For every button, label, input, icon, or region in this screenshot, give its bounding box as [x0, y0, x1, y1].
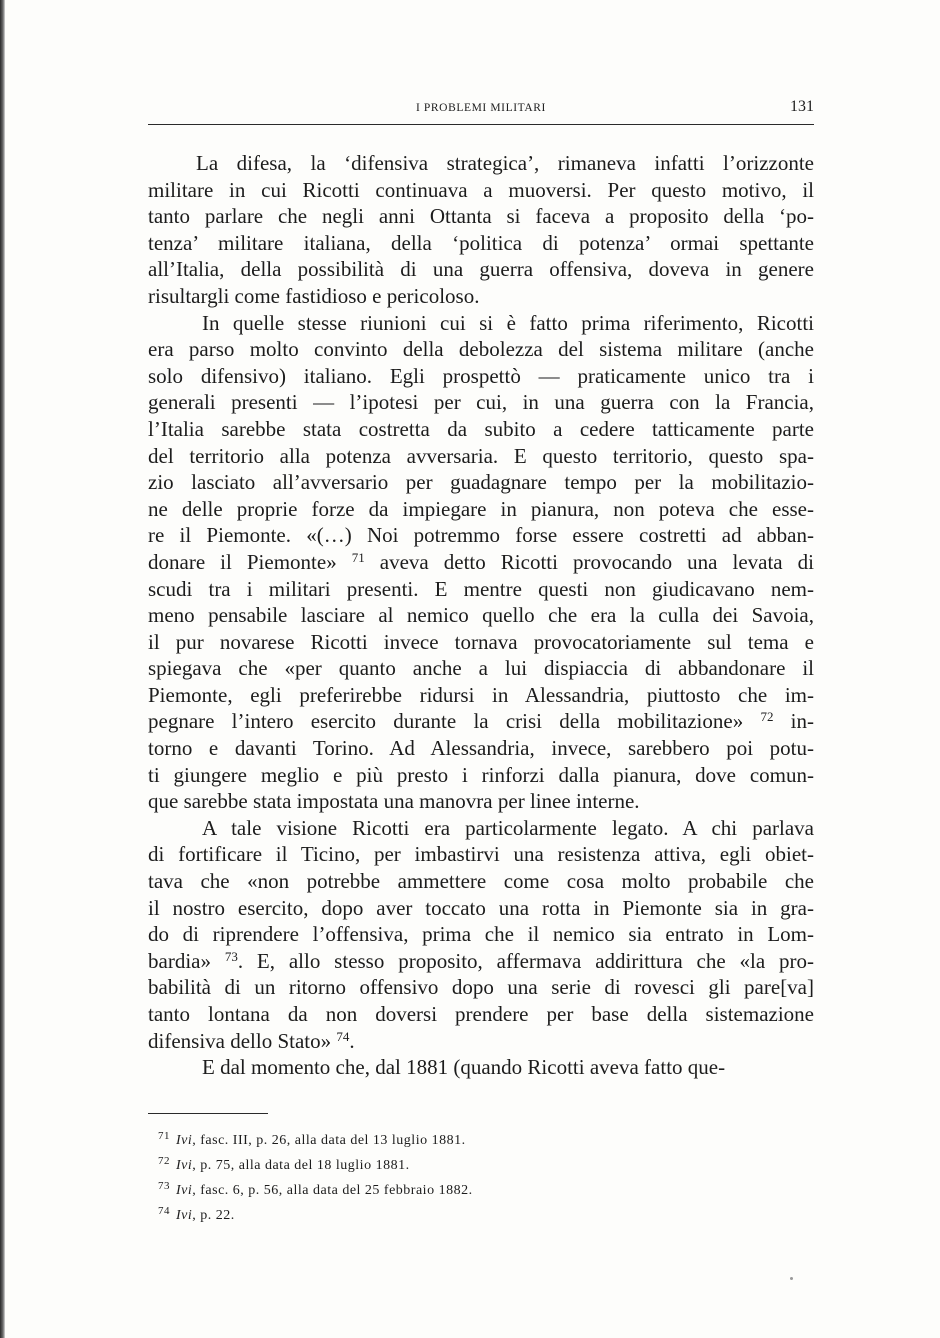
- text-line: militare in cui Ricotti continuava a muoversi. Per questo motivo, il: [148, 177, 814, 202]
- text-line: scudi tra i militari presenti. E mentre questi non giudicavano nem-: [148, 576, 814, 601]
- running-head: [148, 98, 814, 125]
- text-line: re il Piemonte. «(…) Noi potremmo forse essere costretti ad abban-: [148, 523, 814, 548]
- text-line: babilità di un ritorno offensivo dopo una serie di rovesci gli pare[va]: [148, 975, 814, 1000]
- footnote-73: [158, 1178, 798, 1203]
- text-line-note-74: difensiva dello Stato» $^{74}$.: [148, 1028, 355, 1053]
- paper-speck: [790, 1277, 793, 1280]
- text-line: La difesa, la ‘difensiva strategica’, rimaneva infatti l’orizzonte: [196, 151, 814, 175]
- page-number: 131: [790, 98, 814, 115]
- note-ref-74: 74: [336, 1028, 350, 1044]
- note-ref-73: 73: [224, 948, 238, 964]
- text-line: meno pensabile lasciare al nemico quello che era la culla dei Savoia,: [148, 603, 814, 628]
- text-line: spiegava che «per quanto anche a lui dispiaccia di abbandonare il: [148, 656, 814, 681]
- footnote-71: [158, 1128, 798, 1153]
- text-line: di fortificare il Ticino, per imbastirvi una resistenza attiva, egli obiet-: [148, 842, 814, 867]
- text-line-note-71: donare il Piemonte» $^{71}$ aveva detto Ricotti provocando una levata di: [148, 549, 814, 574]
- footnote-text: , fasc. III, p. 26, alla data del 13 luglio 1881.: [192, 1133, 466, 1148]
- text-line: zio lasciato all’avversario per guadagnare tempo per la mobilitazio-: [148, 470, 814, 495]
- text-line: ti giungere meglio e più presto i rinforzi dalla pianura, dove comun-: [148, 762, 814, 787]
- footnote-number: 73: [158, 1180, 170, 1192]
- text-line: do di riprendere l’offensiva, prima che il nemico sia entrato in Lom-: [148, 922, 814, 947]
- paragraph-4: [148, 1054, 814, 1081]
- footnotes: [158, 1128, 798, 1228]
- footnote-number: 71: [158, 1130, 170, 1142]
- footnote-number: 72: [158, 1155, 170, 1167]
- body-text: [148, 150, 814, 1081]
- text-line: l’Italia sarebbe stata costretta da subito a cedere tatticamente parte: [148, 416, 814, 441]
- text-line: torno e davanti Torino. Ad Alessandria, invece, sarebbero poi potu-: [148, 736, 814, 761]
- paragraph-2: [148, 310, 814, 815]
- text-line: del territorio alla potenza avversaria. E questo territorio, questo spa-: [148, 443, 814, 468]
- text-line: tava che «non potrebbe ammettere come cosa molto probabile che: [148, 869, 814, 894]
- footnote-ivi: Ivi: [176, 1208, 193, 1223]
- footnote-text: , p. 75, alla data del 18 luglio 1881.: [192, 1158, 410, 1173]
- text-line: E dal momento che, dal 1881 (quando Ricotti aveva fatto que-: [202, 1055, 726, 1080]
- text-line: all’Italia, della possibilità di una guerra offensiva, doveva in genere: [148, 257, 814, 282]
- text-line-note-73: bardia» $^{73}$. E, allo stesso proposito, affermava addirittura che «la pro-: [148, 948, 814, 973]
- text-line: tanto lontana da non doversi prendere per base della sistemazione: [148, 1002, 814, 1026]
- text-line: risultargli come fastidioso e pericoloso.: [148, 283, 480, 308]
- paragraph-1: [148, 150, 814, 310]
- text-line: il nostro esercito, dopo aver toccato una rotta in Piemonte sia in gra-: [148, 895, 814, 920]
- text-line-note-72: pegnare l’intero esercito durante la crisi della mobilitazione» $^{72}$ in-: [148, 709, 815, 734]
- text-line: In quelle stesse riunioni cui si è fatto prima riferimento, Ricotti: [202, 310, 814, 335]
- text-line: que sarebbe stata impostata una manovra per linee interne.: [148, 789, 640, 814]
- footnote-text: , p. 22.: [192, 1208, 235, 1223]
- footnote-ivi: Ivi: [176, 1183, 193, 1198]
- footnote-number: 74: [158, 1205, 170, 1217]
- text-line: ne delle proprie forze da impiegare in pianura, non poteva che esse-: [148, 496, 814, 521]
- footnote-text: , fasc. 6, p. 56, alla data del 25 febbraio 1882.: [192, 1183, 473, 1198]
- text-line: era parso molto convinto della debolezza del sistema militare (anche: [148, 337, 814, 362]
- binding-edge: [0, 0, 5, 1338]
- text-line: tenza’ militare italiana, della ‘politica di potenza’ ormai spettante: [148, 230, 814, 255]
- note-ref-71: 71: [351, 549, 365, 565]
- text-line: il pur novarese Ricotti invece tornava provocatoriamente sul tema e: [148, 629, 814, 654]
- paragraph-3: [148, 815, 814, 1054]
- text-line: solo difensivo) italiano. Egli prospettò — praticamente unico tra i: [148, 363, 814, 388]
- footnote-72: [158, 1153, 798, 1178]
- note-ref-72: 72: [760, 709, 774, 725]
- footnote-74: [158, 1203, 798, 1228]
- footnote-ivi: Ivi: [176, 1133, 193, 1148]
- running-head-title: I PROBLEMI MILITARI: [416, 102, 546, 114]
- text-line: A tale visione Ricotti era particolarmente legato. A chi parlava: [202, 815, 814, 840]
- text-line: Piemonte, egli preferirebbe ridursi in Alessandria, piuttosto che im-: [148, 682, 814, 707]
- footnote-ivi: Ivi: [176, 1158, 193, 1173]
- footnote-rule: [148, 1113, 268, 1114]
- text-line: generali presenti — l’ipotesi per cui, in una guerra con la Francia,: [148, 390, 814, 415]
- text-line: tanto parlare che negli anni Ottanta si faceva a proposito della ‘po-: [148, 204, 814, 229]
